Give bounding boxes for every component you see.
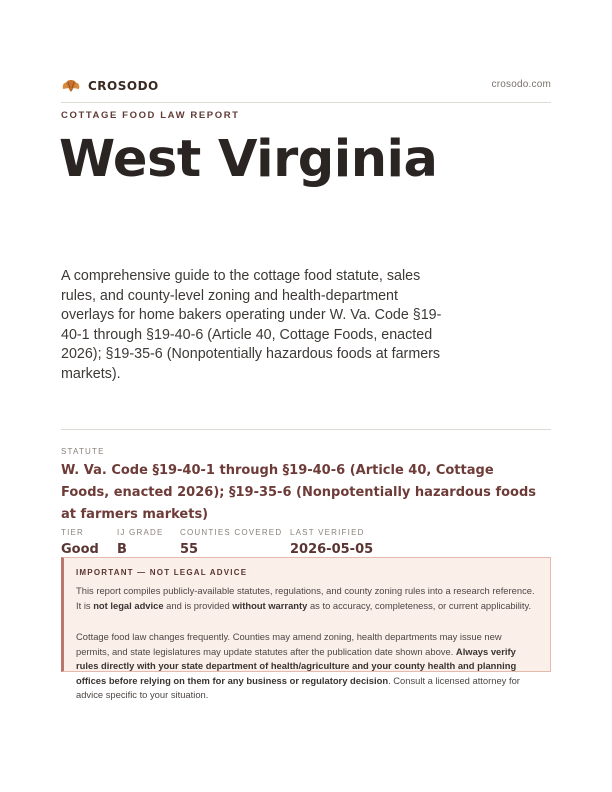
ij-grade-label: IJ GRADE	[117, 528, 164, 537]
last-verified-value: 2026-05-05	[290, 542, 374, 557]
counties-covered-value: 55	[180, 542, 199, 557]
site-url-link[interactable]: crosodo.com	[491, 79, 551, 90]
legal-notice-title: IMPORTANT — NOT LEGAL ADVICE	[76, 568, 248, 577]
report-eyebrow: COTTAGE FOOD LAW REPORT	[61, 110, 240, 121]
intro-paragraph: A comprehensive guide to the cottage food statute, sales rules, and county-level zoning and health-department overlays for home bakers operating under W. Va. Code §19-40-1 through §19-40-6 (Article 40, Cottage Foods, enacted 2026); §19-35-6 (Nonpotentially hazardous foods at farmers markets).	[61, 268, 442, 382]
croissant-icon	[61, 77, 81, 95]
brand-name: CROSODO	[88, 79, 159, 93]
legal-notice-paragraph-1: This report compiles publicly-available statutes, regulations, and county zoning rules into a research reference. It is not legal advice and is provided without warranty as to accuracy, completeness, or current applicability.	[76, 585, 535, 611]
counties-covered-label: COUNTIES COVERED	[180, 528, 283, 537]
brand-logo[interactable]	[61, 76, 159, 96]
section-divider	[61, 429, 551, 430]
ij-grade-value: B	[117, 542, 127, 557]
page-header	[61, 76, 551, 103]
page-title: West Virginia	[59, 130, 438, 189]
last-verified-label: LAST VERIFIED	[290, 528, 365, 537]
tier-value: Good	[61, 542, 99, 557]
tier-label: TIER	[61, 528, 85, 537]
statute-label: STATUTE	[61, 447, 105, 456]
statute-citation: W. Va. Code §19-40-1 through §19-40-6 (Article 40, Cottage Foods, enacted 2026); §19-35-6 (Nonpotentially hazardous foods at farmers markets)	[61, 463, 537, 522]
legal-notice-paragraph-2: Cottage food law changes frequently. Counties may amend zoning, health departments may issue new permits, and state legislatures may update statutes after the publication date shown above. Always verify rules directly with your state department of health/agriculture and your county health and planning offices before relying on them for any business or regulatory decision. Consult a licensed attorney for advice specific to your situation.	[76, 631, 520, 700]
